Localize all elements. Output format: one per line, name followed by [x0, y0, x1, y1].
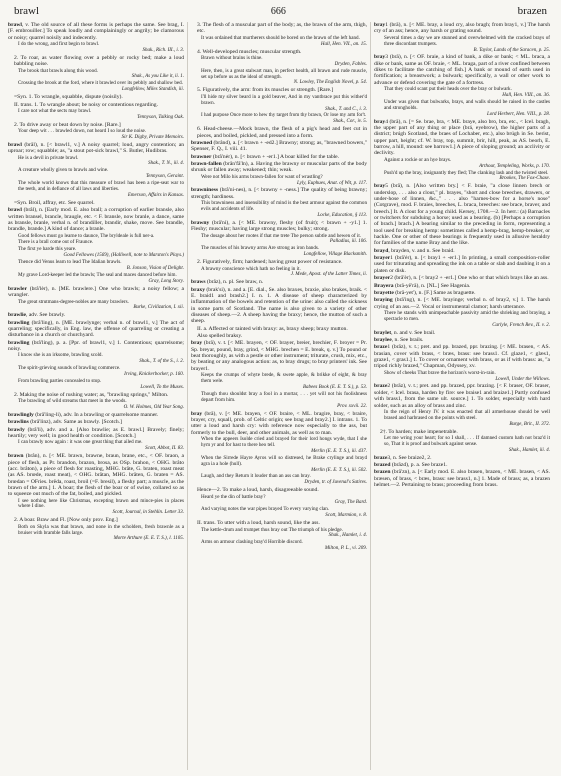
quotation-text: Laugh, and they Return it louder than an ass can bray. — [201, 473, 311, 480]
dictionary-entry — [191, 187, 367, 200]
sense-paragraph — [191, 333, 367, 339]
quotation-text: Against a rockie or an hye brays. — [384, 156, 452, 163]
headword: brawniness — [191, 187, 219, 194]
entry-text: (brā), v. t. [< ME. brayen, < OF. brayer, breier, brechier, F. broyer = Pr. Sp. breyar, pound, bray, grind, < MHG. brechen = E. break, q. v.] To pound or beat thoroughly, as with a pestle or other instrument; triturate, crush, mix, etc., by beating or any analogous action: as, to bray drugs; to bray printers' ink. See brayer1. — [191, 340, 367, 372]
quotation-text: There is a brall come out of Fraunce. — [18, 239, 94, 246]
quotation-text: Though thou shouldst bray a fool in a mortar, . . . yet will not his foolishness depart from him. — [201, 390, 367, 403]
headword: braze — [374, 454, 388, 461]
quotation — [201, 392, 367, 410]
column-2 — [191, 22, 367, 770]
quotation-source: Morte Arthure (E. E. T. S.), l. 1105. — [113, 536, 184, 542]
quotation-source: Shak., T. N., iii. 4. — [148, 161, 184, 167]
dictionary-entry — [374, 119, 550, 157]
headword: braxy — [191, 286, 205, 293]
entry-text: 3 (brā), n. [< OF. braie, a kind of bank, a dike or bank; < ML. braca, a dike or bank, same as OF. braie, < ML. braga, part of a river confined between dikes to facilitate the catching of fish.] A bank or mound of earth used in fortification; a breastwork; a bulwark; specifically, a wall or other work to advance or defend covering the gate of a fortress. — [374, 54, 550, 86]
entry-text: 1 (brāz), v. t.; pret. and pp. brazed, ppr. brazing. [< ME. brasen, < AS. brasian, cover with brass, < bræs, brass: see brass1. Cf. glaze1, < glæs1, graze1, < gras1.] 1. To cover or ornament with brass, or as if with brass: as, "a tripod richly brazed," Chapman, Odyssey, xv. — [374, 344, 550, 370]
dictionary-entry — [374, 297, 550, 310]
column-divider — [187, 22, 188, 770]
quotation-text: He is a devil in private brawl. — [18, 154, 79, 161]
quotation — [18, 42, 184, 54]
quotation-source: Arthour, Templeling, Works, p. 170. — [479, 163, 550, 169]
quotation-source: Shak., Rich. III., i. 3. — [142, 47, 184, 53]
headword: brazen — [374, 469, 391, 476]
headword: brawn — [8, 453, 24, 460]
headword: braylee — [374, 336, 392, 343]
quotation-text: When the Sirrede Hayre Ayros will so distresed, he Brake crylinge and brayd agra ia a hole (hull). — [201, 454, 367, 467]
entry-text: =Syn. Broil, affray, etc. See quarrel. — [14, 199, 95, 206]
sense-paragraph — [191, 126, 367, 139]
dictionary-entry — [374, 290, 550, 296]
entry-text: (brând), a. [< brawn + -ed2.] Brawny; strong; as, "brawned bowers," Spenser, F. Q., I. viii. 41. — [191, 139, 367, 153]
quotation-source: O. W. Holmes, Old Year Song. — [123, 405, 184, 411]
quotation-source: Milton, P. L., vi. 209. — [324, 546, 367, 552]
quotation-source: Sir K. Digby, Private Memoirs. — [121, 134, 184, 140]
headword: braying — [374, 297, 393, 304]
quotation-text: Here, then, is a great stalwart man, in perfect health, all brawn and rude muscle, set up before us as the ideal of strength. — [201, 67, 367, 80]
dictionary-entry — [8, 412, 184, 418]
quotation — [201, 69, 367, 87]
quotation — [18, 440, 184, 452]
quotation-text: I see nothing here like Christmas, excepting brawn and mince-pies in places where I dine. — [18, 497, 184, 510]
headword: braws — [191, 279, 206, 286]
header-left-guideword: brawl — [14, 5, 40, 17]
quotation-source: Gray, The Bard. — [334, 500, 367, 506]
quotation-source: Locke, Education, § 113. — [317, 212, 367, 218]
quotation-text: I had purpose Once more to hew thy target from thy brawn, Or lose my arm for't. — [201, 112, 367, 119]
quotation — [384, 436, 550, 454]
quotation — [18, 156, 184, 168]
dictionary-entry — [374, 383, 550, 408]
quotation-text: Crossing the brook at the ford, where it brawled over its pebbly and shallow bed. — [18, 80, 183, 87]
entry-text: 6. Head-cheese.—Mock brawn, the flesh of a pig's head and feet cut in pieces, and boiled, pickled, and pressed into a form. — [197, 126, 367, 139]
quotation-source: Dryden, tr. of Juvenal's Satires. — [304, 480, 367, 486]
quotation-source: B. Jonson, Vision of Delight. — [126, 266, 184, 272]
quotation-source: Scott, Journal, in Stehlin. Letter 33. — [112, 510, 184, 516]
quotation-text: I can brawly now again : it was one great thing that ailed me. — [18, 439, 143, 446]
headword: brawny — [191, 219, 210, 226]
entry-text: 4 (brā), n. [= Se. brae, bra, < ME. braye, also bro, bra, etc., < Icel. bragh, the upper part of any thing or place (brá, eyebrow), the higher parts of a district; brúgh Scotland, the braes of Lochaber, etc.), also brúgh in Se. berist, upper part, height; cf. W. bray, top, summit, brir, hill, peak, as AS. beorh, E. barrow, a hill, mound: see barrow1.] A piece of sloping ground; an acclivity or declivity. — [374, 118, 550, 157]
dictionary-entry — [374, 344, 550, 369]
dictionary-entry — [191, 161, 367, 174]
quotation-text: Several times a day we are stunned and overwhelmed with the cracked brays of three discordant trumpets. — [384, 34, 550, 47]
quotation-text: Heard ye the din of battle bray? — [201, 493, 266, 500]
headword: braze — [374, 344, 388, 351]
quotation — [201, 95, 367, 113]
quotation — [384, 171, 550, 183]
quotation — [201, 175, 367, 187]
headword: brawned — [191, 139, 213, 146]
entry-text: 5. Figuratively, the arm: from its muscles or strength. [Rare.] — [197, 87, 334, 94]
headword: brawlins — [8, 419, 29, 426]
quotation-source: Burke, Civilization, I. xii. — [133, 305, 184, 311]
quotation-source: Shak., T. and C., i. 3. — [325, 106, 367, 112]
quotation — [201, 528, 367, 540]
entry-text: =Syn. 1. To wrangle, squabble, dispute (noisily). — [14, 94, 123, 101]
quotation-text: Thence did Venus learn to lead The Idalian brawls. — [18, 259, 122, 266]
quotation-source: Palladius, iii. 106. — [329, 239, 367, 245]
quotation-text: The kettle-drum and trumpet thus bray out The triumph of his pledge. — [201, 526, 343, 533]
entry-text: (brân), n. [< ME. brawn, brawne, braun, brane, etc., < OF. braon, a piece of flesh, as Pr. brandon, brazon, brosa, as OSp. brahon, < OHG. brâto (acc. brâton), a piece of flesh for roasting, MHG. brâte, G. braten, roast meat (as AS. brœde, roast meat), < OHG. brâtan, MHG. brâten, G. braten = AS. brœdan = OFries. brêda, roast, broil (=F. bresil), a fleshy part; a muscle, as the brawn of the arm.] 1. A boar; the flesh of the boar or of swine, collared so as to squeeze out much of the fat, boiled, and pickled. — [8, 453, 184, 498]
headword: brawl — [8, 207, 22, 214]
headword: bray — [374, 54, 386, 61]
sense-paragraph — [191, 326, 367, 332]
quotation-source: Shak., Cor., iv. 5. — [333, 119, 367, 125]
entry-text: , v. The old source of all these forms is perhaps the same. See brag, I. [F. embrouiller.] To speak loudly and complainingly or angrily; be clamorous or noisy; quarrel noisily and indecently. — [8, 22, 184, 41]
quotation — [384, 36, 550, 54]
headword: brawling — [8, 319, 30, 326]
entry-text: , n. and v. See brail. — [391, 329, 436, 336]
quotation-source: Brookes, The Fox-Chase. — [499, 176, 550, 182]
entry-text: (brā), v. [< ME. brayen, < OF. braire, < ML. bragire, bray, < braire, brayer, cry, squall, prob. of Celtic origin; see brag and bray2.] I. intrans. 1. To utter a loud and harsh cry: with reference now especially to the ass, but formerly to the bull, deer, and other animals, as well as to man. — [191, 410, 367, 436]
quotation-text: My grave Lord-keeper led the brawls; The seal and maces danced before him. — [18, 272, 177, 278]
entry-text: II. trans. To utter with a loud, harsh sound, like the ass. — [197, 520, 320, 527]
quotation-text: This brawniness and insensibility of mind is the best armour against the common evils and accidents of life. — [201, 200, 367, 213]
quotation-source: Carlyle, French Rev., II. v. 2. — [492, 322, 550, 328]
entry-text: (brāzd), p. a. See braze1. — [390, 461, 448, 468]
entry-text: Also spelled braksy. — [197, 333, 243, 340]
quotation-text: I know she is an irksome, brawling scold. — [18, 352, 103, 359]
headword: brayette — [374, 289, 394, 296]
quotation-text: The great strutmans-degree-nobles are many brawlers. — [18, 298, 129, 305]
headword: brawner — [191, 153, 212, 160]
entry-text: (brâ'nėr), n. [< brawn + -er1.] A boar killed for the table. — [211, 153, 340, 160]
quotation-text: The whole world knows that this measure of brawl has been a ripe-seat war to the teeth, and in defiance of all laws and liberties. — [18, 180, 184, 193]
entry-text: 2 (brāz), v. t.; pret. and pp. brazed, ppr. brazing. [< F. braser, OF. braser, solder, < Icel. brasa, harden by fire: see braise1 and braize1.] Partly confused with brass1, from the same ult. source.] 1. To solder, especially with hard solder, such as an alloy of brass and zinc. — [374, 383, 550, 409]
column-1 — [8, 22, 184, 770]
quotation-text: Both on Skyla was that brawn, and none in the scholders, fresh brawnle as a bruiser with bramble falls large. — [18, 523, 184, 536]
dictionary-entry — [374, 54, 550, 86]
dictionary-entry — [191, 411, 367, 436]
quotation-text: It was ordained that murtherers should be bored on the brawn of the left hand. — [201, 34, 360, 41]
quotation-text: Your deep wit . . . brawled down, not heard I so loud the noise. — [18, 128, 147, 134]
dictionary-entry — [8, 453, 184, 497]
entry-text: (brā-yet'), n. [F.] Same as braguette. — [393, 289, 476, 296]
dictionary-entry — [374, 22, 550, 35]
quotation — [201, 540, 367, 552]
headword: bray — [374, 118, 386, 125]
dictionary-entry — [8, 427, 184, 440]
quotation-source: Tennyson, Geraint. — [145, 174, 184, 180]
headword: bray — [191, 340, 203, 347]
quotation-source: Shak., As you Like it, ii. 1. — [131, 74, 184, 80]
entry-text: 2†. To harden; make impenetrable. — [380, 428, 458, 435]
sense-paragraph — [8, 55, 184, 68]
sense-paragraph — [191, 22, 367, 35]
quotation — [18, 399, 184, 411]
quotation — [201, 456, 367, 474]
headword: brawling — [8, 339, 30, 346]
quotation-source: Merlin (E. E. T. S.), iii. 437. — [311, 448, 367, 454]
quotation-text: Were not Milo his arms brawn-fallen for want of wrastling? — [201, 173, 323, 180]
dictionary-entry — [191, 140, 367, 153]
quotation-text: That they could scant put their heads over the bray or bulwark. — [384, 86, 512, 93]
entry-text: (brâ'linz), adv. Same as brawly. [Scotch.] — [28, 419, 122, 426]
quotation-text: Let me wring your heart; for so I shall, . . . If damned custom hath not braz'd it so, That it is proof and bulwark against sense. — [384, 434, 550, 447]
headword: braze — [374, 383, 388, 390]
quotation — [18, 353, 184, 365]
quotation — [18, 129, 184, 141]
quotation — [18, 525, 184, 543]
quotation-text: The dosage about her rootes if that me trete The person subtle and hewen of it. — [201, 232, 362, 239]
quotation — [201, 267, 367, 279]
quotation — [18, 300, 184, 312]
quotation — [18, 109, 184, 121]
entry-text: (brâ'lėr), n. [ME. brawlere.] One who brawls; a noisy fellow; a wrangler. — [8, 285, 184, 299]
entry-text: 2. Making the noise of rushing water; as, "brawling springs," Milton. — [14, 391, 169, 398]
dictionary-entry — [191, 220, 367, 233]
dictionary-entry — [8, 340, 184, 353]
quotation-source: Scott, Abbot, II. 83. — [145, 446, 184, 452]
quotation-source: Longfellow, Miles Standish, iii. — [121, 87, 184, 93]
quotation-text: Brawn without brains is thine. — [201, 54, 263, 61]
headword: bray — [191, 410, 203, 417]
quotation — [18, 260, 184, 272]
headword: brawl — [8, 22, 22, 28]
headword: bray — [374, 183, 386, 190]
dictionary-entry — [374, 283, 550, 289]
quotation-source: Longfellow, Village Blacksmith. — [303, 252, 367, 258]
dictionary-entry — [374, 183, 550, 246]
quotation-text: Under was given that bulwarks, brays, and walls should be raised in the castles and strongholds. — [384, 98, 550, 111]
dictionary-entry — [8, 207, 184, 232]
quotation-text: The spirit-grieving sounds of brawling commerce. — [18, 365, 121, 372]
entry-text: 3. The flesh of a muscular part of the body; as, the brawn of the arm, thigh, etc. — [197, 22, 367, 35]
quotation — [384, 158, 550, 170]
quotation-source: B. Taylor, Lands of the Saracen, p. 25. — [473, 47, 550, 53]
quotation-source: Lyly, Euphues, Anat. of Wit, p. 117. — [297, 180, 367, 186]
quotation-source: Hall, Hen. VIII., an. 36. — [502, 93, 550, 99]
dictionary-entry — [191, 287, 367, 325]
headword: brawlie — [8, 312, 27, 319]
entry-text: 3, n. See braize2, 2. — [387, 454, 432, 461]
headword: brawl — [8, 141, 22, 148]
quotation — [384, 100, 550, 118]
quotation-text: I do the wrong, and first begin to brawl. — [18, 41, 100, 48]
quotation — [201, 201, 367, 219]
quotation-source: J. Mede, Apost. of the Latter Times, ii. — [290, 272, 367, 278]
quotation-text: The muscles of his brawny arms Are strong as iron bands. — [201, 245, 320, 252]
entry-text: (brâz), n. pl. See braw, n. — [205, 279, 264, 286]
entry-text: 2. A boar. Braw and Fl. [Now only prov. Eng.] — [14, 517, 118, 524]
headword: brawler — [8, 285, 27, 292]
entry-text: (brâ'ni), a. [< ME. brawny, fleshy (of fruit); < brawn + -y1.] 1. Fleshy; muscular; having large strong muscles; bulky; strong. — [191, 219, 367, 233]
entry-text: Hence—2. To make a loud, harsh, disagreeable sound. — [197, 487, 319, 494]
entry-text: , adv. See brawly. — [26, 312, 66, 319]
quotation-text: From brawling parties concealed to stop. — [18, 378, 102, 384]
dictionary-entry — [374, 248, 550, 254]
dictionary-entry — [191, 154, 367, 160]
quotation-source: Burge, Brit., II. 372. — [509, 421, 550, 427]
quotation — [384, 311, 550, 329]
entry-text: (brak'si), n. and a. [E. dial., Se. also braxes, braxie, also brakes, braik. < E. braid1 and brash2.] I. n. 1. A disease of sheep characterized by inflammation of the bowels and retention of the urine: also called the sickness in some parts of Scotland. The name is also given to a variety of other diseases of sheep.—2. A sheep having the braxy; hence, the mutton of such a sheep. — [191, 286, 367, 325]
quotation — [18, 69, 184, 81]
quotation — [18, 273, 184, 285]
entry-text: (brâ'ling), n. [ME. brawlynge; verbal n. of brawl1, v.] The act of quarreling; specifically, in Eng. law, the offense of quarreling or creating a disturbance in a church or churchyard. — [8, 319, 184, 339]
headword: brayer — [374, 255, 391, 262]
quotation — [201, 113, 367, 125]
dictionary-entry — [8, 320, 184, 339]
headword: brazed — [374, 461, 391, 468]
quotation — [201, 56, 367, 68]
quotation-source: Scott, Marmion, v. 8. — [325, 513, 367, 519]
page-header — [14, 4, 547, 18]
entry-text: (brā'zn), a. [< Early mod. E. also brasen, brazen, < ME. brasen, < AS. bræsen, of brass, < bræs, brass: see brass1, n.] 1. Made of brass; as, a brazen helmet.—2. Pertaining to brass; proceeding from brass. — [374, 469, 550, 488]
headword: brawlingly — [8, 411, 34, 418]
page-number: 666 — [270, 5, 286, 17]
quotation — [18, 499, 184, 517]
entry-text: (brā'ing), n. [< ME. brayinge; verbal n. of bray2, v.] 1. The harsh crying of an ass.—2. Vocal or instrumental clamor; harsh utterance. — [374, 297, 550, 310]
headword: braylet — [374, 329, 392, 336]
quotation-source: Dryden, Fables. — [334, 61, 367, 67]
headword: brawn-fallen — [191, 160, 222, 167]
dictionary-entry — [374, 462, 550, 468]
quotation — [201, 234, 367, 246]
quotation — [384, 87, 550, 99]
quotation — [201, 373, 367, 391]
dictionary-entry — [8, 142, 184, 155]
quotation-text: And varying notes the war pipes brayed To every varying clan. — [201, 506, 330, 513]
headword: brayd — [374, 247, 389, 254]
dictionary-entry — [8, 22, 184, 41]
entry-text: 2. Figuratively, firm; hardened; having great power of resistance. — [197, 259, 343, 266]
quotation — [201, 437, 367, 455]
quotation-text: Arms on armour clashing bray'd Horrible discord. — [201, 539, 303, 546]
quotation-source: Irving, Knickerbocker, p. 160. — [124, 372, 184, 378]
headword: brayer — [374, 275, 391, 282]
quotation-source: Emerson, Affairs in Kansas. — [127, 192, 184, 198]
quotation-source: Merlin (E. E. T. S.), iii. 502. — [311, 467, 367, 473]
quotation-text: In the reign of Henry IV. it was enacted that all armerhouse should be well brased and harbrased on the points with steel. — [384, 408, 550, 421]
quotation-source: Tennyson, Talking Oak. — [137, 114, 184, 120]
quotation — [18, 168, 184, 180]
quotation — [18, 247, 184, 259]
quotation-source: N. Lowley, The English Novel, p. 54. — [293, 80, 367, 86]
headword: Brayera — [374, 282, 394, 289]
entry-text: 1 (brā), n. [< ME. bray, a loud cry, also bragh; from bray1, v.] The harsh cry of an ass; hence, any harsh or grating sound. — [374, 22, 550, 35]
quotation-text: Good fellows must go learne to daunce, The bryldeale is full ner-a. — [18, 232, 155, 239]
headword: bray — [374, 22, 386, 28]
dictionary-entry — [8, 286, 184, 299]
quotation-source: Prov. xxvii. 22. — [337, 403, 367, 409]
dictionary-entry — [8, 419, 184, 425]
entry-text: (brâ'ling), p. a. [Ppr. of brawl1, v.] 1. Contentious; quarrelsome; noisy. — [8, 339, 184, 353]
dictionary-entry — [374, 337, 550, 343]
headword: brawly — [8, 426, 25, 433]
quotation — [18, 81, 184, 93]
quotation — [18, 366, 184, 378]
entry-text: 1 (brā'ėr), n. [< bray1 + -er1.] In printing, a small composition-roller used for triturating and spreading the ink on a table or slab and daubing it on a platen or disk. — [374, 255, 550, 274]
quotation — [201, 36, 367, 48]
sense-paragraph — [8, 200, 184, 206]
dictionary-entry — [191, 279, 367, 285]
entry-text: 4. Well-developed muscles; muscular strength. — [197, 48, 302, 55]
entry-text: 2. To drive away or beat down by noise. [Rare.] — [14, 121, 121, 128]
entry-text: , brayden, v. and n. See braid. — [388, 247, 455, 254]
quotation — [18, 181, 184, 199]
quotation-text: The first ye harde this yeare. — [18, 246, 77, 253]
quotation — [384, 410, 550, 428]
quotation-source: Babees Book (E. E. T. S.), p. 53. — [302, 384, 367, 390]
quotation — [201, 474, 367, 486]
quotation-source: Lowell, Under the Willows. — [495, 376, 550, 382]
quotation-source: Shak., Hamlet, iii. 4. — [508, 447, 550, 453]
quotation-source: Hall, Hen. VII., an. 15. — [320, 41, 367, 47]
entry-text: 2 (brā'ėr), n. [< bray2 + -er1.] One who or that which brays like an ass. — [390, 275, 549, 282]
quotation-text: The brawling of wild streams that meet in the woods. — [18, 398, 127, 405]
entry-text: II. trans. 1. To wrangle about; be noisy or contentious regarding. — [14, 101, 158, 108]
quotation-text: When the appeers Isolde cried and brayed for their lord hongs wyde, that I she hym yr and for hast to there heo tell. — [201, 435, 367, 448]
dictionary-entry — [374, 255, 550, 274]
entry-text: 2. To roar, as water flowing over a pebbly or rocky bed; make a loud babbling noise. — [14, 54, 184, 68]
quotation — [384, 371, 550, 383]
quotation — [18, 379, 184, 391]
quotation — [201, 246, 367, 258]
quotation-text: Keeps the crumps of whyte brede, & swete apple, & brikke of eight, & bray them wele. — [201, 372, 367, 385]
column-divider — [370, 22, 371, 770]
quotation-text: A creature wholly given to brawls and wine. — [18, 167, 109, 174]
quotation-text: I'll hide my silver beard in a gold beaver, And in my vantbrace put this wither'd brawn. — [201, 93, 367, 106]
entry-text: II. a. Affected or tainted with braxy: as, braxy sheep; braxy mutton. — [197, 325, 348, 332]
quotation — [201, 495, 367, 507]
quotation-source: Lowell, To the Muses. — [140, 384, 184, 390]
dictionary-entry — [374, 275, 550, 281]
dictionary-entry — [191, 340, 367, 372]
quotation-source: Shak., T. of the S., i. 2. — [139, 359, 184, 365]
entry-text: (brân'fâ'ln), a. Having the brawny or muscular parts of the body shrunk or fallen away; weakened; thin; weak. — [191, 160, 367, 174]
quotation-source: Good Fellowes (1569), (Halliwell, note to Marston's Plays.) — [63, 253, 184, 259]
entry-text: (brâl), n. [Early mod. E. also brall; a corruption of earlier bransle, also written bransel, brancle, braugle, etc. < F. bransle, now branle, a dance, same as bransle, branle, verbal n. of brandiller, brandir, shake, move. See brandle, brandle, brande.] A kind of dance; a branle. — [8, 207, 184, 233]
dictionary-entry — [374, 455, 550, 461]
entry-text: (brâ'ni-nes), n. [< brawny + -ness.] The quality of being brawny; strength; hardiness. — [191, 187, 367, 200]
quotation-text: There he stands with unimpeachable passivity amid the shrieking and braying, a spectacle to men. — [384, 309, 550, 322]
quotation-source: Shak., Hamlet, i. 4. — [328, 533, 367, 539]
entry-text: (brâ'ling-li), adv. In a brawling or quarrelsome manner. — [33, 411, 159, 418]
entry-text: (brâ'li), adv. and a. [Also brawlie; as E. brawl.] Bravely; finely; heartily; very well; in good health or condition. [Scotch.] — [8, 426, 184, 439]
entry-text: 5 (brā), n. [Also written bry.] < F. braie, "a close linnen brech or underslop, . . . also a clout," pl. brayes, "short and close breeches, drawers, or under-hose of linnen, &c.," . . . also "harnes-bow for a horse's nose" (Cotgrave), mod. F. braies, breeches, L. braca, breeches: see brace, braver, and breech.] It. A clout for a young child. Kersey, 1708.—2. In herr.: (a) Barnacles or twitchers for subduing a horse; used as a bearing. (b) [Perhaps a corruption of brach.] brach.] A bearing similar to the preceding in form, representing a tool used for breaking hemp: sometimes called a hemp-brag, hemp-breaker, or hackle. One or other of these bearings is frequently used in allusive heraldry for families of the name Bray and the like. — [374, 183, 550, 247]
dictionary-entry — [8, 312, 184, 318]
quotation-source: Lord Herbert, Hen. VIII., p. 28. — [486, 111, 550, 117]
column-3 — [374, 22, 550, 770]
quotation-text: Show of cheeks That brave the horizon's worst-in-rain. — [384, 369, 496, 376]
quotation-text: A brawny conscience which hath no feeling in it. — [201, 265, 301, 272]
entry-text: (brâl), n. [< brawl1, v.] A noisy quarrel; loud, angry contention; an uproar; row; squabble; as, "a stout pot-sick brawl," S. Butler, Hudibras. — [8, 141, 184, 155]
header-right-guideword: brazen — [517, 5, 547, 17]
quotation — [201, 507, 367, 519]
entry-text: (brā-yē'rā), n. [NL.] See Hagenia. — [393, 282, 471, 289]
quotation-text: I care not what the sects may brawl. — [18, 107, 92, 114]
dictionary-entry — [374, 469, 550, 488]
sense-paragraph — [8, 94, 184, 100]
dictionary-entry — [374, 330, 550, 336]
entry-text: , n. See brails. — [391, 336, 424, 343]
quotation-text: The brook that brawls along this wood. — [18, 67, 98, 74]
quotation-text: Push'd up the bray, insignantly they fled; The clanking lash and the twisted steel. — [384, 169, 549, 176]
quotation-source: Gray, Long Story. — [148, 278, 184, 284]
